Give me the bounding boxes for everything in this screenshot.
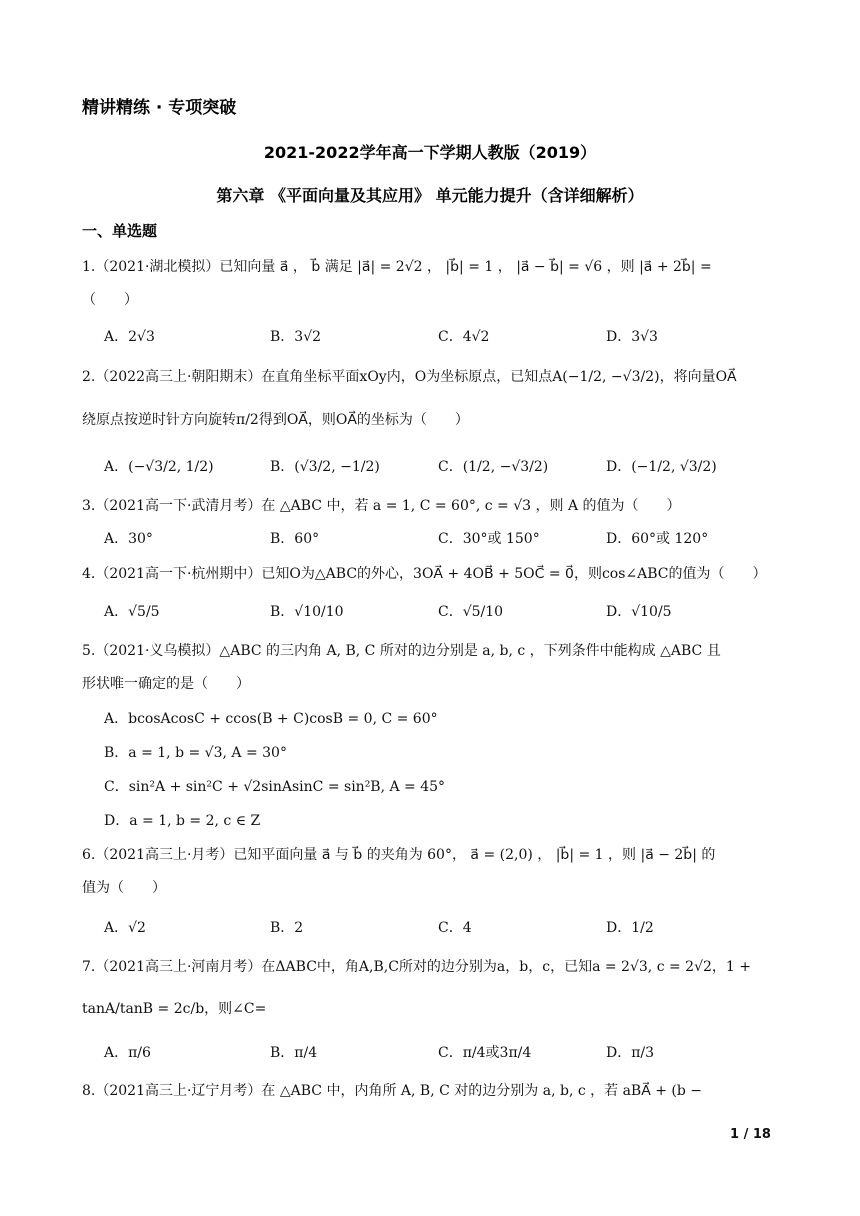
question-line: 形状唯一确定的是（ ） bbox=[82, 676, 250, 692]
question-line: 3.（2021高一下·武清月考）在 △ABC 中，若 a = 1, C = 60°, c = √3 ，则 A 的值为（ ） bbox=[82, 498, 681, 514]
option-d: D．π/3 bbox=[606, 1045, 655, 1061]
question-line: tanA/tanB = 2c/b，则∠C= bbox=[82, 1001, 267, 1017]
option-b: B．(√3/2, −1/2) bbox=[270, 459, 380, 475]
question-line: 值为（ ） bbox=[82, 880, 166, 896]
question-line: 绕原点按逆时针方向旋转π/2得到OA⃗，则OA⃗的坐标为（ ） bbox=[82, 412, 469, 428]
option-c: C．30°或 150° bbox=[438, 531, 540, 547]
option-a: A．30° bbox=[104, 531, 153, 547]
question-line: 2.（2022高三上·朝阳期末）在直角坐标平面xOy内，O为坐标原点，已知点A(−1/2, −√3/2)，将向量OA⃗ bbox=[82, 369, 737, 385]
page-number: 1 / 18 bbox=[730, 1127, 771, 1142]
option-c: C．sin²A + sin²C + √2sinAsinC = sin²B, A = 45° bbox=[104, 779, 446, 795]
document-title: 2021-2022学年高一下学期人教版（2019） bbox=[263, 143, 597, 162]
section-heading: 一、单选题 bbox=[82, 222, 158, 240]
question-line: 6.（2021高三上·月考）已知平面向量 a⃗ 与 b⃗ 的夹角为 60°， a⃗ = (2,0) ， |b⃗| = 1 ，则 |a⃗ − 2b⃗| 的 bbox=[82, 847, 716, 863]
option-b: B．3√2 bbox=[270, 329, 322, 345]
option-c: C．√5/10 bbox=[438, 604, 504, 620]
option-b: B．π/4 bbox=[270, 1045, 318, 1061]
option-b: B．60° bbox=[270, 531, 320, 547]
question-line: 8.（2021高三上·辽宁月考）在 △ABC 中，内角所 A, B, C 对的边分别为 a, b, c ，若 aBA⃗ + (b − bbox=[82, 1083, 703, 1099]
option-d: D．60°或 120° bbox=[606, 531, 709, 547]
option-b: B．2 bbox=[270, 920, 304, 936]
question-line: （ ） bbox=[82, 292, 138, 308]
option-d: D．√10/5 bbox=[606, 604, 672, 620]
option-a: A．bcosAcosC + ccos(B + C)cosB = 0, C = 60° bbox=[104, 711, 438, 727]
option-c: C．(1/2, −√3/2) bbox=[438, 459, 549, 475]
option-a: A．(−√3/2, 1/2) bbox=[104, 459, 214, 475]
question-line: 1.（2021·湖北模拟）已知向量 a⃗ ， b⃗ 满足 |a⃗| = 2√2 ， |b⃗| = 1 ， |a⃗ − b⃗| = √6 ，则 |a⃗ + 2b⃗| = bbox=[82, 259, 712, 275]
option-d: D．(−1/2, √3/2) bbox=[606, 459, 717, 475]
question-line: 4.（2021高一下·杭州期中）已知O为△ABC的外心，3OA⃗ + 4OB⃗ + 5OC⃗ = 0⃗，则cos∠ABC的值为（ ） bbox=[82, 566, 767, 582]
option-c: C．π/4或3π/4 bbox=[438, 1045, 532, 1061]
option-c: C．4√2 bbox=[438, 329, 490, 345]
option-d: D．a = 1, b = 2, c ∈ Z bbox=[104, 813, 261, 829]
option-d: D．3√3 bbox=[606, 329, 658, 345]
option-b: B．a = 1, b = √3, A = 30° bbox=[104, 745, 287, 761]
option-a: A．√2 bbox=[104, 920, 146, 936]
option-d: D．1/2 bbox=[606, 920, 654, 936]
brand-heading: 精讲精练 · 专项突破 bbox=[82, 98, 237, 118]
question-line: 7.（2021高三上·河南月考）在ΔABC中，角A,B,C所对的边分别为a，b，c，已知a = 2√3, c = 2√2，1 + bbox=[82, 959, 751, 975]
document-subtitle: 第六章 《平面向量及其应用》 单元能力提升（含详细解析） bbox=[216, 186, 644, 205]
option-c: C．4 bbox=[438, 920, 472, 936]
option-a: A．2√3 bbox=[104, 329, 155, 345]
option-a: A．π/6 bbox=[104, 1045, 151, 1061]
option-b: B．√10/10 bbox=[270, 604, 344, 620]
question-line: 5.（2021·义乌模拟）△ABC 的三内角 A, B, C 所对的边分别是 a, b, c ，下列条件中能构成 △ABC 且 bbox=[82, 643, 721, 659]
option-a: A．√5/5 bbox=[104, 604, 160, 620]
